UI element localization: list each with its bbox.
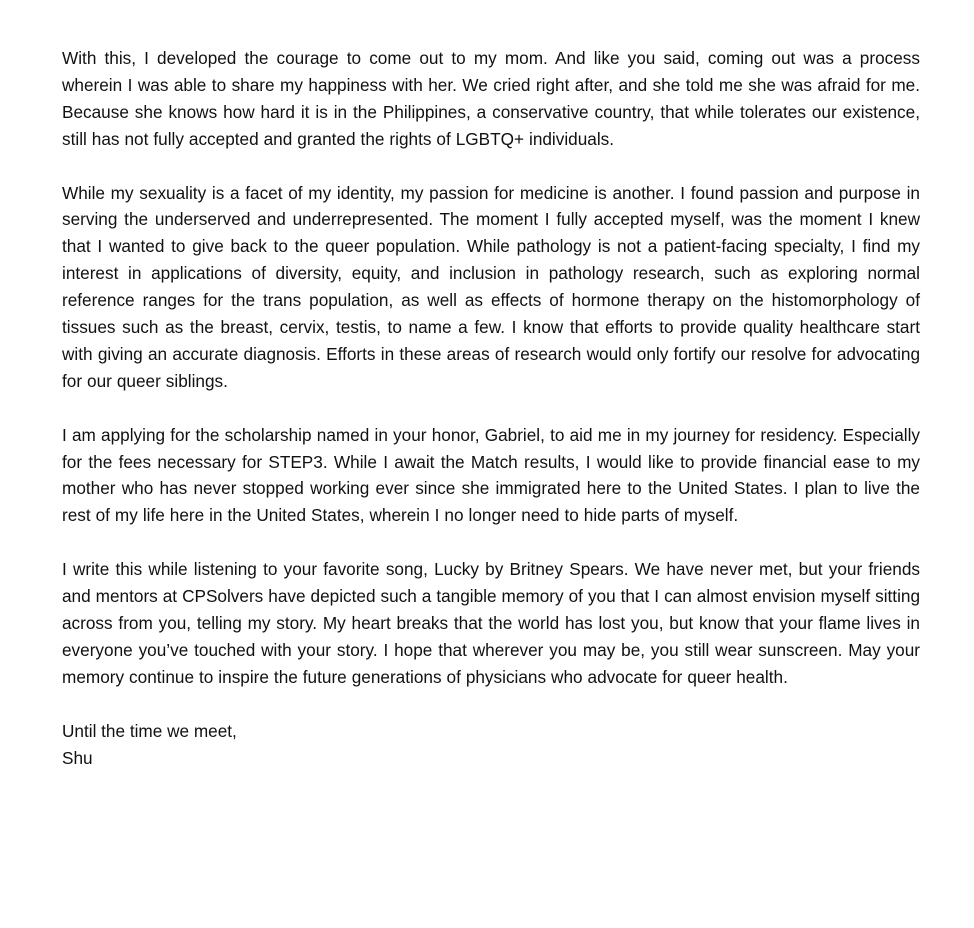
signature: Shu [62,747,93,768]
closing-block [62,718,920,772]
paragraph-scholarship: I am applying for the scholarship named in your honor, Gabriel, to aid me in my journey for residency. Especially for the fees necessary for STEP3. While I await the Match results, I would like to provide financial ease to my mother who has never stopped working ever since she immigrated here to the United States. I plan to live the rest of my life here in the United States, wherein I no longer need to hide parts of myself. [62,424,920,526]
paragraph-tribute: I write this while listening to your favorite song, Lucky by Britney Spears. We have never met, but your friends and mentors at CPSolvers have depicted such a tangible memory of you that I can almost envision myself sitting across from you, telling my story. My heart breaks that the world has lost you, but know that your flame lives in everyone you’ve touched with your story. I hope that wherever you may be, you still wear sunscreen. May your memory continue to inspire the future generations of physicians who advocate for queer health. [62,559,920,687]
closing-line: Until the time we meet, [62,720,237,741]
letter-body [62,45,920,771]
paragraph-coming-out: With this, I developed the courage to come out to my mom. And like you said, coming out was a process wherein I was able to share my happiness with her. We cried right after, and she told me she was afraid for me. Because she knows how hard it is in the Philippines, a conservative country, that while tolerates our existence, still has not fully accepted and granted the rights of LGBTQ+ individuals. [62,48,920,149]
paragraph-medicine-passion: While my sexuality is a facet of my identity, my passion for medicine is another. I found passion and purpose in serving the underserved and underrepresented. The moment I fully accepted myself, was the moment I knew that I wanted to give back to the queer population. While pathology is not a patient-facing specialty, I find my interest in applications of diversity, equity, and inclusion in pathology research, such as exploring normal reference ranges for the trans population, as well as effects of hormone therapy on the histomorphology of tissues such as the breast, cervix, testis, to name a few. I know that efforts to provide quality healthcare start with giving an accurate diagnosis. Efforts in these areas of research would only fortify our resolve for advocating for our queer siblings. [62,182,920,391]
